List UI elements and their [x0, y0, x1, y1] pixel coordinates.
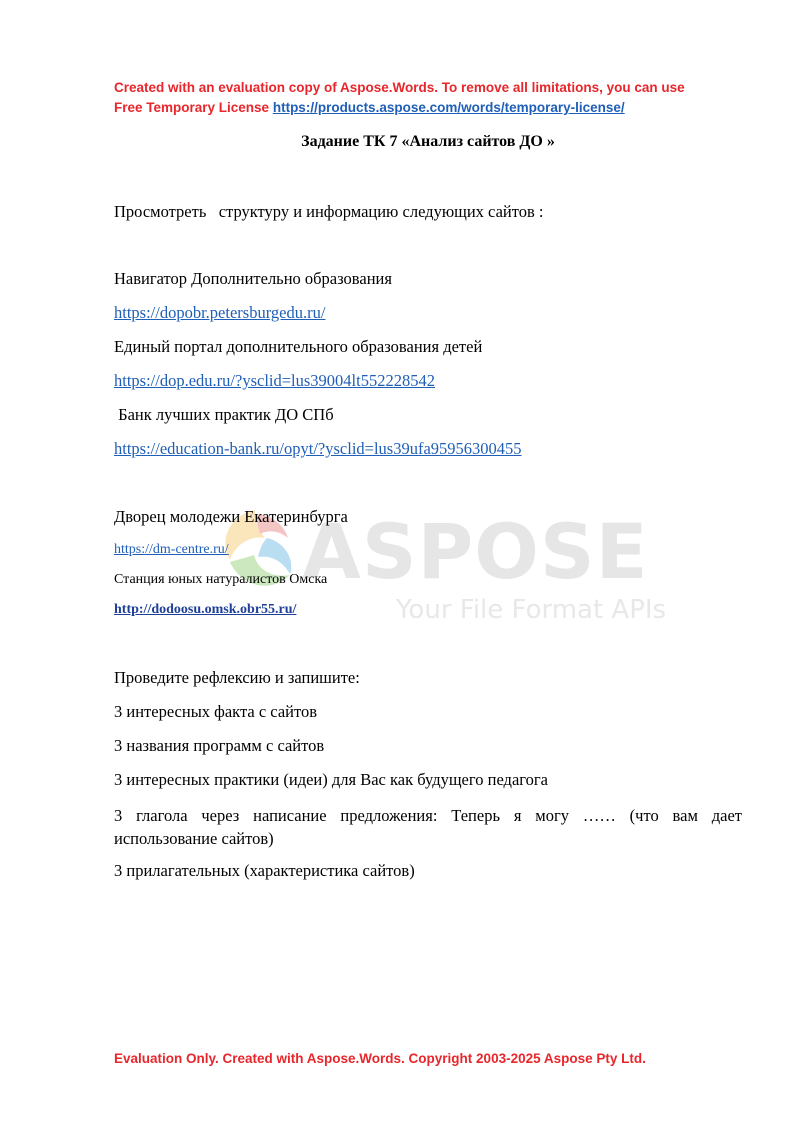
- intro-text: Просмотреть структуру и информацию следующих сайтов :: [114, 202, 544, 221]
- site-link[interactable]: https://education-bank.ru/opyt/?ysclid=lus39ufa95956300455: [114, 439, 522, 458]
- evaluation-notice-line1: Created with an evaluation copy of Aspose.Words. To remove all limitations, you can use: [114, 80, 685, 95]
- task-item: 3 интересных факта с сайтов: [114, 702, 318, 721]
- task-item: 3 названия программ с сайтов: [114, 736, 325, 755]
- evaluation-footer: Evaluation Only. Created with Aspose.Words. Copyright 2003-2025 Aspose Pty Ltd.: [114, 1051, 646, 1066]
- evaluation-notice-line2: [114, 98, 734, 118]
- task-item: 3 прилагательных (характеристика сайтов): [114, 861, 415, 880]
- site-name: Единый портал дополнительного образования детей: [114, 337, 483, 356]
- site-link[interactable]: https://dm-centre.ru/: [114, 542, 229, 557]
- site-link[interactable]: https://dop.edu.ru/?ysclid=lus39004lt552228542: [114, 371, 435, 390]
- evaluation-notice: [114, 78, 734, 118]
- site-name: Навигатор Дополнительно образования: [114, 269, 392, 288]
- watermark-brand: ASPOSE: [302, 507, 649, 596]
- document-title: Задание ТК 7 «Анализ сайтов ДО »: [301, 133, 555, 150]
- evaluation-notice-prefix: Free Temporary License: [114, 100, 273, 115]
- site-link[interactable]: http://dodoosu.omsk.obr55.ru/: [114, 602, 297, 617]
- tasks-heading: Проведите рефлексию и запишите:: [114, 668, 360, 687]
- watermark-tagline: Your File Format APIs: [396, 595, 667, 625]
- task-item: 3 глагола через написание предложения: Теперь я могу …… (что вам дает использование сайтов): [114, 806, 742, 848]
- temporary-license-link[interactable]: https://products.aspose.com/words/temporary-license/: [272, 100, 625, 115]
- site-name: Банк лучших практик ДО СПб: [114, 405, 334, 424]
- site-name: Дворец молодежи Екатеринбурга: [114, 507, 348, 526]
- task-item: 3 интересных практики (идеи) для Вас как будущего педагога: [114, 770, 548, 789]
- site-link[interactable]: https://dopobr.petersburgedu.ru/: [114, 303, 326, 322]
- site-name: Станция юных натуралистов Омска: [114, 572, 328, 587]
